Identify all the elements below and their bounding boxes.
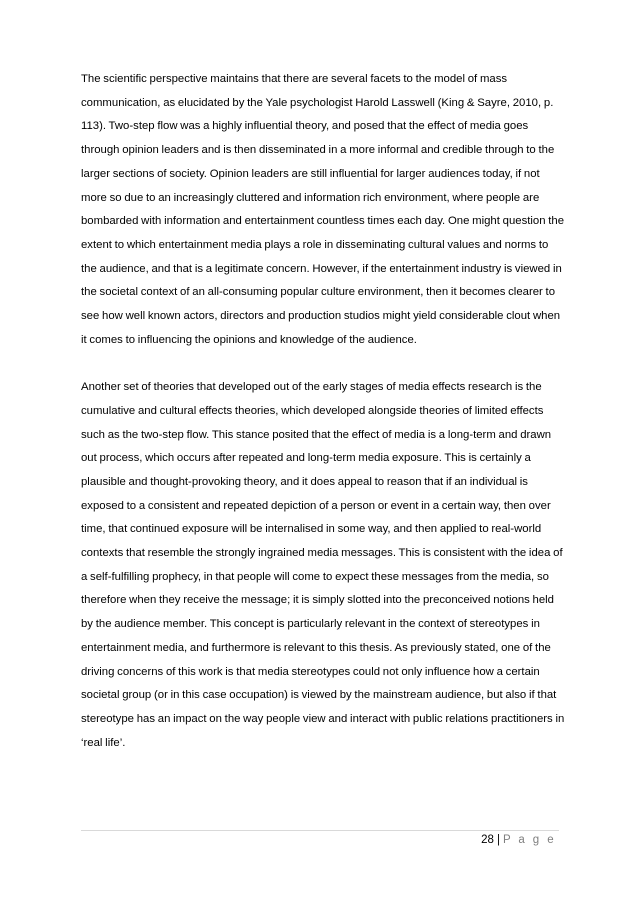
paragraph: Another set of theories that developed out of the early stages of media effects research is the cumulative and cultural effects theories, which developed alongside theories of limited effects such as the two-step flow. This stance posited that the effect of media is a long-term and drawn out process, which occurs after repeated and long-term media exposure. This is certainly a plausible and thought-provoking theory, and it does appeal to reason that if an individual is exposed to a consistent and repeated depiction of a person or event in a certain way, then over time, that continued exposure will be internalised in some way, and then applied to real-world contexts that resemble the strongly ingrained media messages. This is consistent with the idea of a self-fulfilling prophecy, in that people will come to expect these messages from the media, so therefore when they receive the message; it is simply slotted into the preconceived notions held by the audience member. This concept is particularly relevant in the context of stereotypes in entertainment media, and furthermore is relevant to this thesis. As previously stated, one of the driving concerns of this work is that media stereotypes could not only influence how a certain societal group (or in this case occupation) is viewed by the mainstream audience, but also if that stereotype has an impact on the way people view and interact with public relations practitioners in ‘real life’. <box>81 381 565 749</box>
page-number: 28 <box>481 834 494 846</box>
document-body <box>81 68 565 755</box>
page-label: P a g e <box>502 834 556 846</box>
page-footer <box>481 833 556 847</box>
paragraph: The scientific perspective maintains that there are several facets to the model of mass communication, as elucidated by the Yale psychologist Harold Lasswell (King & Sayre, 2010, p. 113). Two-step flow was a highly influential theory, and posed that the effect of media goes through opinion leaders and is then disseminated in a more informal and credible through to the larger sections of society. Opinion leaders are still influential for larger audiences today, if not more so due to an increasingly cluttered and information rich environment, where people are bombarded with information and entertainment countless times each day. One might question the extent to which entertainment media plays a role in disseminating cultural values and norms to the audience, and that is a legitimate concern. However, if the entertainment industry is viewed in the societal context of an all-consuming popular culture environment, then it becomes clearer to see how well known actors, directors and production studios might yield considerable clout when it comes to influencing the opinions and knowledge of the audience. <box>81 73 565 346</box>
footer-separator: | <box>496 834 500 846</box>
footer-divider <box>81 830 559 831</box>
